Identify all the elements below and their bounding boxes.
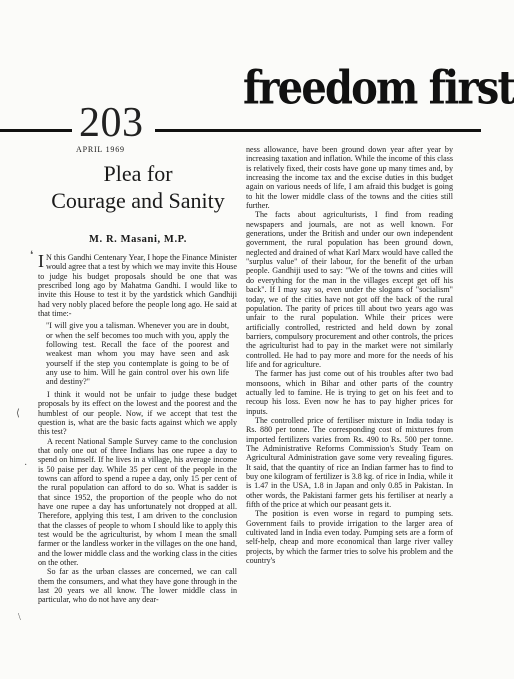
margin-mark: ⟨ (16, 408, 20, 419)
issue-number: 203 (79, 100, 144, 146)
article-headline (40, 160, 236, 214)
paragraph: A recent National Sample Survey came to the conclusion that only one out of three Indians has one rupee a day to spend on himself. If he lives in a village, his average income is 50 paise per day. While 35 per cent of the people in the towns can afford to spend a rupee a day, only 15 per cent of the rural population can afford to do so. What is sadder is that since 1952, the proportion of the people who do not have one rupee a day has unfortunately not dropped at all. Therefore, applying this test, I am driven to the conclusion that the classes of people to whom I should like to apply this test would be the agriculturist, by whom I mean the small farmer or the landless worker in the villages on the one hand, and the lower middle class and the working class in the cities on the other. (38, 436, 237, 567)
paragraph: The position is even worse in regard to pumping sets. Government fails to provide irrigation to the larger area of cultivated land in India even today. Pumping sets are a form of self-help, cheap and more economical than large river valley projects, by which the farmer tries to solve his problem and the country's (246, 509, 453, 566)
paragraph: The facts about agriculturists, I find from reading newspapers and journals, are not as well known. For generations, under the British and under our own independent government, the rural population has been ground down, neglected and drained of what Karl Marx would have called the "surplus value" of their labour, for the benefit of the urban people. Gandhiji used to say: "We of the towns and cities will do everything for the man in the villages except get off his back". If I may say so, even under the slogans of "socialism" today, we of the cities have not got off the back of the rural population. The parity of prices till about two years ago was unfair to the rural population. While their prices were artificially controlled, restricted and held down by zonal barriers, compulsory procurement and other controls, the prices the agriculturist had to pay in the market were not similarly controlled. He had to pay more and more for the needs of his life and for agriculture. (246, 210, 453, 369)
masthead-logo: freedom first (243, 60, 514, 115)
paragraph: The farmer has just come out of his troubles after two bad monsoons, which in Bihar and other parts of the country actually led to famine. He is trying to get on his feet and to recoup his loss. Even now he has to pay higher prices for inputs. (246, 369, 453, 416)
paragraph: So far as the urban classes are concerned, we can call them the consumers, and what they have gone through in the last 20 years we all know. The lower middle class in particular, who do not have any dear- (38, 567, 237, 605)
gandhi-quote: "I will give you a talisman. Whenever you are in doubt, or when the self becomes too much with you, apply the following test. Recall the face of the poorest and weakest man whom you may have seen and ask yourself if the step you contemplate is going to be of any use to him. Will he gain control over his own life and destiny?" (46, 321, 229, 387)
masthead-rule-left (0, 129, 72, 132)
paragraph (38, 253, 237, 318)
margin-mark: ❛ (30, 250, 34, 261)
headline-line-2: Courage and Sanity (51, 188, 225, 213)
right-column (246, 145, 453, 565)
left-column (38, 253, 237, 605)
margin-mark: \ (18, 612, 21, 623)
paragraph: I think it would not be unfair to judge these budget proposals by its effect on the lowest and the poorest and the humblest of our people. Now, if we accept that test the question is, what are the basic facts against which we apply this test? (38, 389, 237, 437)
drop-cap: I (38, 251, 44, 271)
paragraph: ness allowance, have been ground down year after year by increasing taxation and inflation. While the income of this class is relatively fixed, their costs have gone up many times and, by increasing the income tax and the excise duties in this budget again on various needs of life, I am afraid this budget is going to hit the lower middle class of the towns and the cities still further. (246, 145, 453, 211)
paragraph: The controlled price of fertiliser mixture in India today is Rs. 880 per tonne. The corresponding cost of mixtures from imported fertilizers varies from Rs. 490 to Rs. 500 per tonne. The Administrative Reforms Commission's Study Team on Agricultural Administration gave some very revealing figures. It said, that the quantity of rice an Indian farmer has to find to buy one kilogram of fertilizer is 3.8 kg. of rice in India, while it is 1.47 in the USA, 1.8 in Japan and only 0.85 in Pakistan. In other words, the Pakistani farmer gets his fertiliser at nearly a fifth of the price at which our peasant gets it. (246, 415, 453, 510)
headline-line-1: Plea for (103, 161, 173, 186)
paragraph-text: N this Gandhi Centenary Year, I hope the Finance Minister would agree that a test by which we may invite this House to judge his budget proposals should be one that was prescribed long ago by Mahatma Gandhi. I would like to invite this House to test it by the yardstick which Gandhiji had very nobly placed before the people long ago. He said at that time:- (38, 253, 237, 319)
margin-mark: · (24, 460, 28, 471)
masthead-rule-right (155, 129, 481, 132)
issue-date: APRIL 1969 (76, 145, 125, 154)
article-byline: M. R. Masani, M.P. (89, 234, 187, 245)
